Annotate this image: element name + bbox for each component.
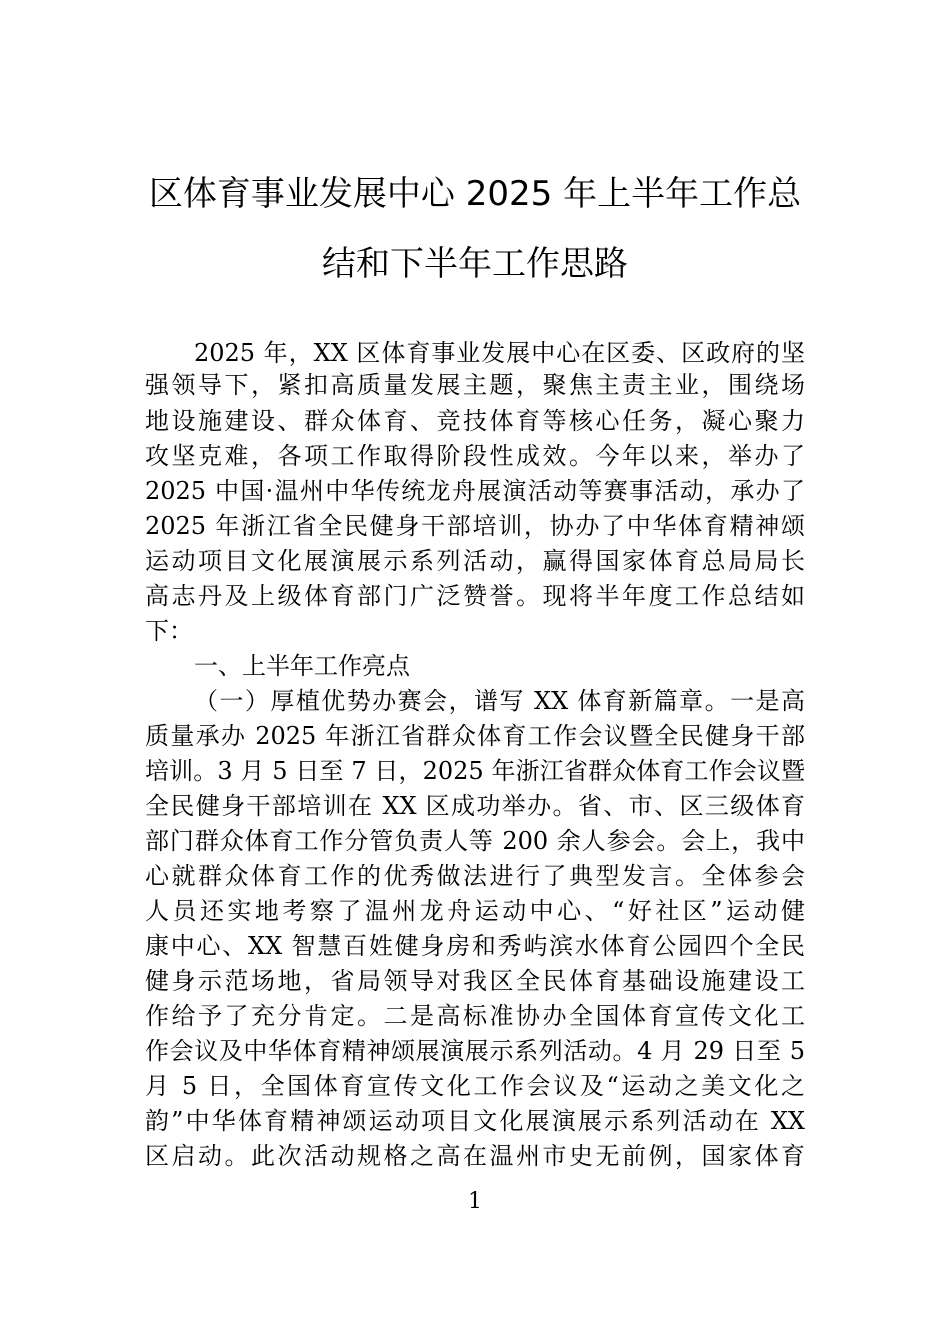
body-line: 区启动。此次活动规格之高在温州市史无前例，国家体育 xyxy=(145,1142,805,1170)
body-line: 攻坚克难，各项工作取得阶段性成效。今年以来，举办了 xyxy=(145,442,805,470)
document-title-line-2: 结和下半年工作思路 xyxy=(322,244,628,284)
document-title-line-1: 区体育事业发展中心 2025 年上半年工作总 xyxy=(148,174,802,214)
body-line: 人员还实地考察了温州龙舟运动中心、“好社区”运动健 xyxy=(145,897,805,925)
body-line: 运动项目文化展演展示系列活动，赢得国家体育总局局长 xyxy=(145,547,805,575)
body-line: 强领导下，紧扣高质量发展主题，聚焦主责主业，围绕场 xyxy=(145,371,805,399)
page-number: 1 xyxy=(468,1189,482,1214)
body-line: 培训。3 月 5 日至 7 日，2025 年浙江省群众体育工作会议暨 xyxy=(145,757,805,785)
body-line: 地设施建设、群众体育、竞技体育等核心任务，凝心聚力 xyxy=(145,407,805,435)
body-line: 健身示范场地，省局领导对我区全民体育基础设施建设工 xyxy=(145,967,805,995)
body-line: 心就群众体育工作的优秀做法进行了典型发言。全体参会 xyxy=(145,862,805,890)
body-line: 作给予了充分肯定。二是高标准协办全国体育宣传文化工 xyxy=(145,1002,805,1030)
body-line: 作会议及中华体育精神颂展演展示系列活动。4 月 29 日至 5 xyxy=(145,1037,805,1065)
body-line: （一）厚植优势办赛会，谱写 XX 体育新篇章。一是高 xyxy=(194,687,805,715)
body-line: 部门群众体育工作分管负责人等 200 余人参会。会上，我中 xyxy=(145,827,805,855)
body-line: 2025 年浙江省全民健身干部培训，协办了中华体育精神颂 xyxy=(145,512,805,540)
body-line: 2025 中国·温州中华传统龙舟展演活动等赛事活动，承办了 xyxy=(145,477,805,505)
body-line: 韵”中华体育精神颂运动项目文化展演展示系列活动在 XX xyxy=(145,1107,805,1135)
body-line: 康中心、XX 智慧百姓健身房和秀屿滨水体育公园四个全民 xyxy=(145,932,805,960)
body-line: 高志丹及上级体育部门广泛赞誉。现将半年度工作总结如 xyxy=(145,582,805,610)
body-line: 月 5 日，全国体育宣传文化工作会议及“运动之美文化之 xyxy=(145,1072,805,1100)
body-line: 下： xyxy=(145,617,193,645)
body-line: 质量承办 2025 年浙江省群众体育工作会议暨全民健身干部 xyxy=(145,722,805,750)
body-line: 全民健身干部培训在 XX 区成功举办。省、市、区三级体育 xyxy=(145,792,805,820)
section-heading: 一、上半年工作亮点 xyxy=(194,652,410,680)
body-line: 2025 年，XX 区体育事业发展中心在区委、区政府的坚 xyxy=(194,339,805,367)
